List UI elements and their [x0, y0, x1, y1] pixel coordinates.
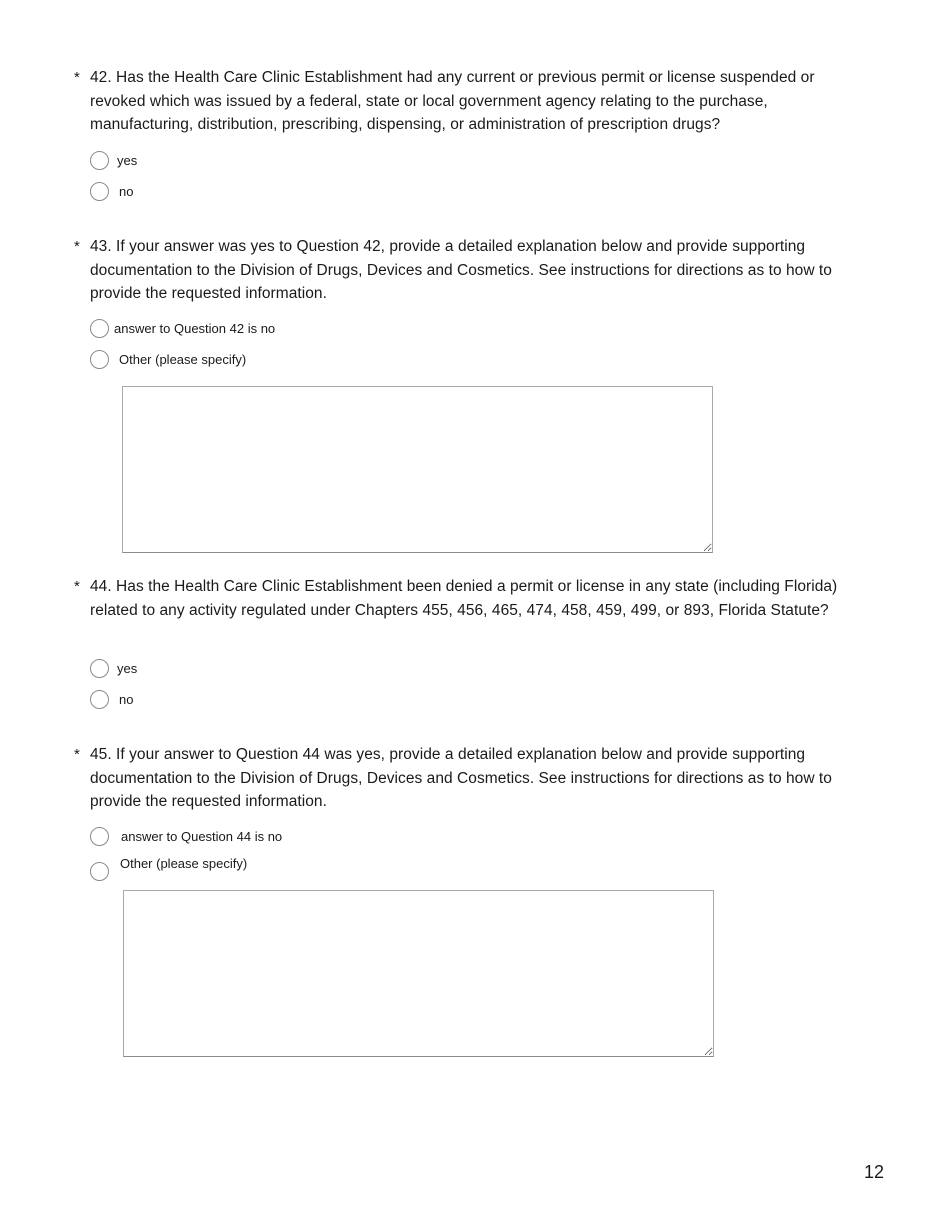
- option-label: answer to Question 44 is no: [121, 829, 283, 844]
- question-43: [74, 235, 844, 306]
- question-42-text: 42. Has the Health Care Clinic Establishment had any current or previous permit or license suspended or revoked which was issued by a federal, state or local government agency relating to the purchase, manufacturing, distribution, prescribing, dispensing, or administration of prescription drugs?: [90, 69, 815, 133]
- question-44-text: 44. Has the Health Care Clinic Establishment been denied a permit or license in any state (including Florida) related to any activity regulated under Chapters 455, 456, 465, 474, 458, 459, 499, or 893, Florida Statute?: [90, 578, 838, 619]
- q44-option-yes[interactable]: [90, 659, 137, 678]
- required-asterisk: *: [74, 746, 80, 763]
- q44-option-no[interactable]: [90, 690, 133, 709]
- required-asterisk: *: [74, 238, 80, 255]
- option-label: yes: [117, 153, 138, 168]
- option-label: no: [119, 184, 134, 199]
- q45-option-answer-no[interactable]: [90, 827, 282, 846]
- radio-button[interactable]: [90, 319, 109, 338]
- option-label: no: [119, 692, 134, 707]
- q43-option-other[interactable]: [90, 350, 246, 369]
- required-asterisk: *: [74, 578, 80, 595]
- page-number: 12: [863, 1162, 884, 1182]
- question-45: [74, 743, 844, 814]
- radio-button[interactable]: [90, 659, 109, 678]
- q43-other-specify-textarea[interactable]: [122, 386, 713, 553]
- q42-option-no[interactable]: [90, 182, 133, 201]
- question-42: [74, 66, 844, 137]
- question-43-text: 43. If your answer was yes to Question 42, provide a detailed explanation below and provide supporting documentation to the Division of Drugs, Devices and Cosmetics. See instructions for directions as to how to provide the requested information.: [90, 238, 832, 302]
- required-asterisk: *: [74, 69, 80, 86]
- question-45-text: 45. If your answer to Question 44 was yes, provide a detailed explanation below and provide supporting documentation to the Division of Drugs, Devices and Cosmetics. See instructions for directions as to how to provide the requested information.: [90, 746, 832, 810]
- option-label: answer to Question 42 is no: [114, 321, 276, 336]
- option-label: Other (please specify): [120, 856, 248, 871]
- option-label: yes: [117, 661, 138, 676]
- radio-button[interactable]: [90, 350, 109, 369]
- radio-button[interactable]: [90, 690, 109, 709]
- option-label: Other (please specify): [119, 352, 247, 367]
- radio-button[interactable]: [90, 151, 109, 170]
- question-44: [74, 575, 844, 622]
- radio-button[interactable]: [90, 182, 109, 201]
- q45-other-specify-textarea[interactable]: [123, 890, 714, 1057]
- radio-button[interactable]: [90, 862, 109, 881]
- q45-option-other[interactable]: [90, 856, 247, 881]
- q42-option-yes[interactable]: [90, 151, 137, 170]
- q43-option-answer-no[interactable]: [90, 319, 275, 338]
- radio-button[interactable]: [90, 827, 109, 846]
